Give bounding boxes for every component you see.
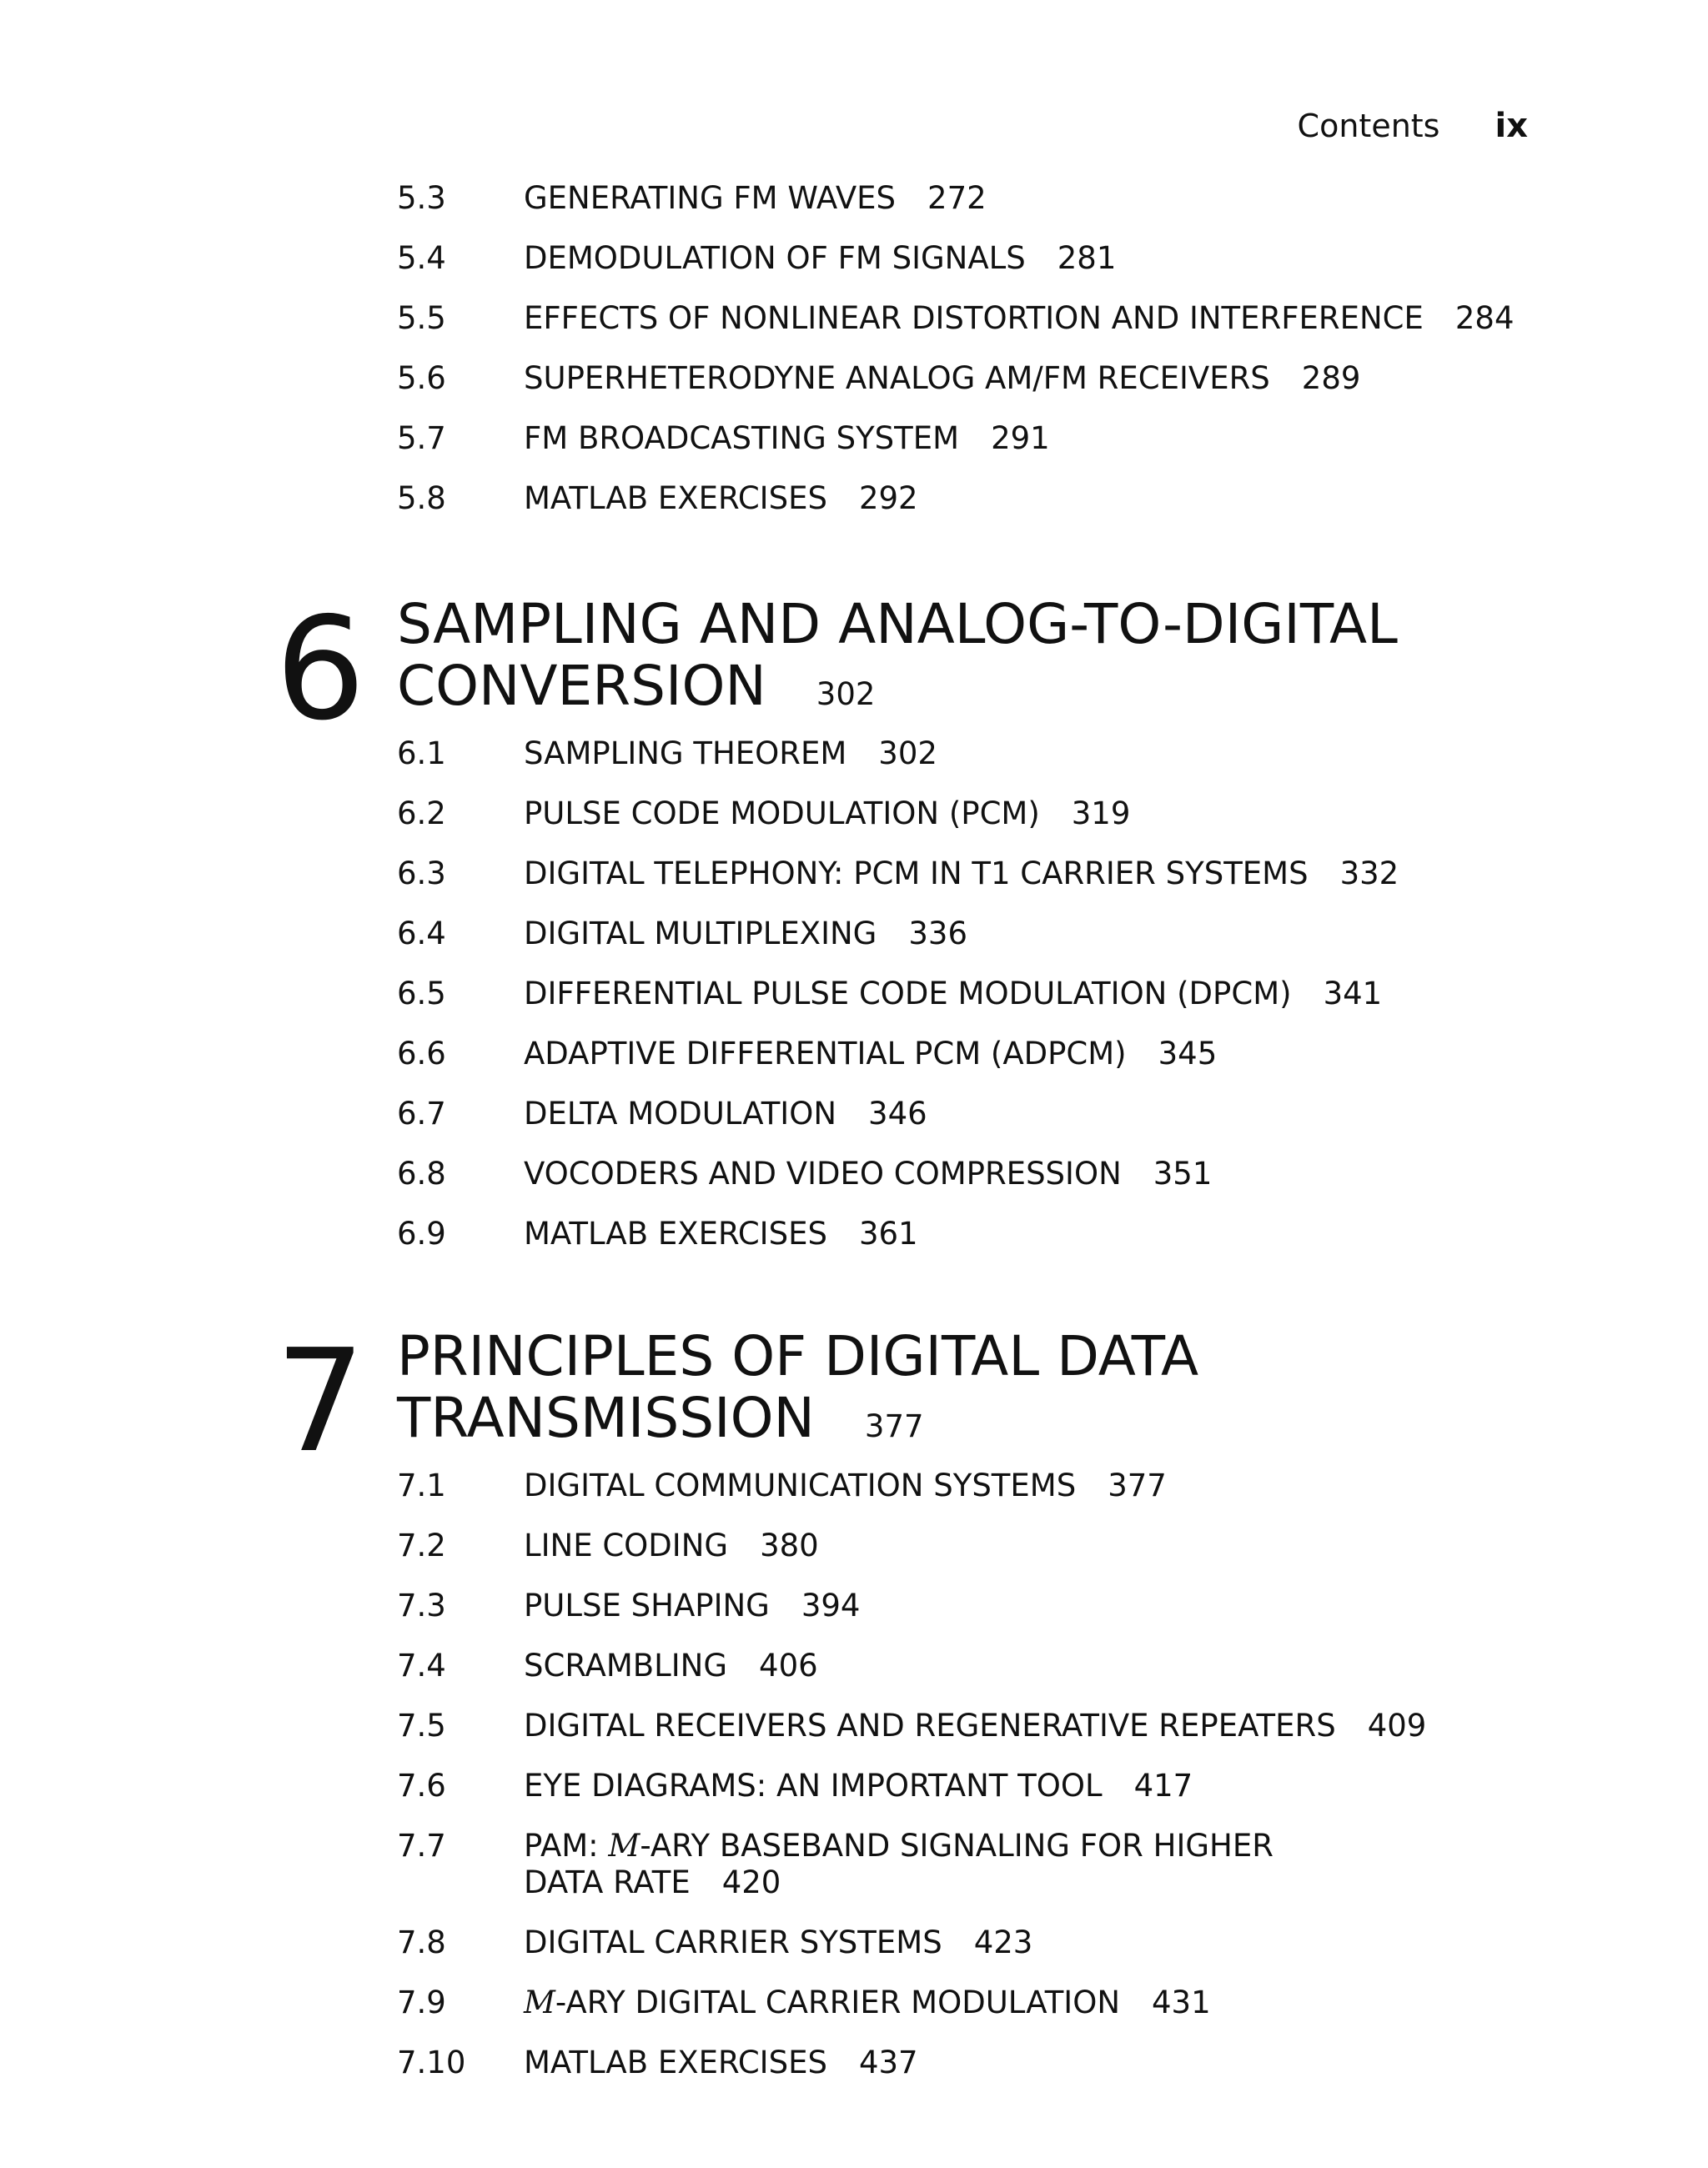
section-title-wrap (524, 420, 1050, 457)
section-title-wrap (524, 480, 918, 517)
section-number: 7.9 (397, 1985, 446, 2020)
section-title: VOCODERS AND VIDEO COMPRESSION (524, 1156, 1122, 1192)
section-title: MATLAB EXERCISES (524, 480, 827, 516)
section-number: 7.2 (397, 1528, 446, 1563)
section-number: 6.7 (397, 1096, 446, 1132)
chapter-title-line2: CONVERSION (397, 654, 766, 718)
section-page: 380 (760, 1528, 819, 1563)
section-number: 6.5 (397, 976, 446, 1011)
section-page: 423 (973, 1925, 1033, 1960)
section-number: 6.1 (397, 735, 446, 771)
section-title-wrap (524, 1468, 1167, 1504)
section-title: DELTA MODULATION (524, 1096, 837, 1132)
section-page: 345 (1158, 1036, 1218, 1071)
section-number: 5.6 (397, 360, 446, 396)
section-number: 7.7 (397, 1828, 446, 1864)
section-title: PULSE CODE MODULATION (PCM) (524, 795, 1040, 831)
section-page: 431 (1152, 1985, 1211, 2020)
section-number: 7.3 (397, 1588, 446, 1623)
section-title-wrap (524, 1708, 1426, 1744)
section-page: 302 (878, 735, 937, 771)
section-title-wrap (524, 1925, 1032, 1961)
section-title: MATLAB EXERCISES (524, 2045, 827, 2080)
chapter-page: 302 (816, 676, 876, 712)
chapter-page: 377 (864, 1408, 924, 1444)
section-title-wrap (524, 735, 937, 772)
section-number: 7.8 (397, 1925, 446, 1960)
chapter-title-line1: PRINCIPLES OF DIGITAL DATA (397, 1324, 1199, 1388)
section-page: 346 (868, 1096, 927, 1132)
section-page: 351 (1153, 1156, 1213, 1192)
section-number: 7.5 (397, 1708, 446, 1744)
section-title: -ARY DIGITAL CARRIER MODULATION (555, 1985, 1121, 2020)
running-head-label: Contents (1297, 108, 1440, 144)
section-title: DIGITAL TELEPHONY: PCM IN T1 CARRIER SYSTEMS (524, 856, 1309, 891)
section-title-wrap (524, 1216, 918, 1252)
section-number: 6.8 (397, 1156, 446, 1192)
section-title: GENERATING FM WAVES (524, 180, 897, 216)
section-title-wrap (524, 1828, 1273, 1864)
section-title-line2: DATA RATE (524, 1864, 691, 1900)
section-title-wrap (524, 300, 1515, 337)
title-prefix: PAM: (524, 1828, 609, 1864)
section-title-wrap (524, 976, 1382, 1012)
section-number: 7.6 (397, 1768, 446, 1804)
section-title: LINE CODING (524, 1528, 729, 1563)
running-head (1298, 107, 1528, 145)
section-title: DIGITAL CARRIER SYSTEMS (524, 1925, 942, 1960)
section-title: DIGITAL RECEIVERS AND REGENERATIVE REPEATERS (524, 1708, 1336, 1744)
section-number: 5.5 (397, 300, 446, 336)
section-number: 7.10 (397, 2045, 466, 2080)
section-title-wrap (524, 1768, 1193, 1804)
section-title-wrap (524, 1036, 1217, 1072)
section-title-wrap (524, 1985, 1211, 2021)
section-title-wrap (524, 856, 1399, 892)
section-page: 409 (1367, 1708, 1427, 1744)
section-title-wrap (524, 916, 967, 952)
section-number: 7.1 (397, 1468, 446, 1503)
section-title: EYE DIAGRAMS: AN IMPORTANT TOOL (524, 1768, 1103, 1804)
section-number: 5.7 (397, 420, 446, 456)
section-page: 394 (801, 1588, 861, 1623)
section-page: 319 (1071, 795, 1131, 831)
section-title-wrap (524, 180, 987, 217)
section-page: 341 (1323, 976, 1383, 1011)
section-number: 6.9 (397, 1216, 446, 1252)
section-number: 5.3 (397, 180, 446, 216)
title-suffix: -ARY BASEBAND SIGNALING FOR HIGHER (640, 1828, 1273, 1864)
section-page: 377 (1108, 1468, 1167, 1503)
section-title-wrap (524, 1156, 1212, 1192)
section-title-wrap (524, 1528, 819, 1564)
section-page: 272 (927, 180, 987, 216)
section-title: DIGITAL COMMUNICATION SYSTEMS (524, 1468, 1077, 1503)
section-title-wrap (524, 2045, 918, 2081)
section-title: FM BROADCASTING SYSTEM (524, 420, 960, 456)
section-title-wrap (524, 1588, 860, 1624)
section-title-line1 (524, 1828, 1273, 1864)
section-number: 5.8 (397, 480, 446, 516)
section-title: SCRAMBLING (524, 1648, 728, 1684)
section-page: 284 (1454, 300, 1515, 336)
section-page: 420 (721, 1864, 781, 1900)
chapter-title-line2: TRANSMISSION (397, 1386, 815, 1450)
section-title: SUPERHETERODYNE ANALOG AM/FM RECEIVERS (524, 360, 1270, 396)
section-title-wrap (524, 240, 1116, 277)
section-title-wrap (524, 795, 1130, 832)
chapter-title-line2-wrap (397, 1388, 924, 1458)
math-m: M (608, 1828, 640, 1864)
section-number: 5.4 (397, 240, 446, 276)
section-number: 6.2 (397, 795, 446, 831)
math-m: M (524, 1985, 555, 2020)
section-title: DIGITAL MULTIPLEXING (524, 916, 877, 951)
section-page: 291 (991, 420, 1050, 456)
chapter-title-line1: SAMPLING AND ANALOG-TO-DIGITAL (397, 592, 1398, 656)
section-title: PULSE SHAPING (524, 1588, 770, 1623)
section-page: 289 (1301, 360, 1361, 396)
chapter-number: 6 (275, 587, 366, 752)
section-title-wrap (524, 1096, 927, 1132)
section-page: 437 (858, 2045, 918, 2080)
section-number: 6.6 (397, 1036, 446, 1071)
section-page: 292 (858, 480, 918, 516)
chapter-title-line2-wrap (397, 655, 875, 725)
section-title: SAMPLING THEOREM (524, 735, 847, 771)
section-page: 336 (908, 916, 967, 951)
section-page: 417 (1133, 1768, 1193, 1804)
section-number: 7.4 (397, 1648, 446, 1684)
section-title: DIFFERENTIAL PULSE CODE MODULATION (DPCM) (524, 976, 1292, 1011)
section-title: DEMODULATION OF FM SIGNALS (524, 240, 1026, 276)
section-page: 361 (858, 1216, 918, 1252)
section-title-wrap (524, 360, 1360, 397)
page-number: ix (1494, 107, 1528, 145)
section-number: 6.4 (397, 916, 446, 951)
section-title-wrap (524, 1648, 818, 1684)
section-page: 406 (759, 1648, 818, 1684)
section-title: MATLAB EXERCISES (524, 1216, 827, 1252)
section-page: 332 (1339, 856, 1399, 891)
section-number: 6.3 (397, 856, 446, 891)
section-title: ADAPTIVE DIFFERENTIAL PCM (ADPCM) (524, 1036, 1127, 1071)
section-title-wrap (524, 1864, 781, 1901)
section-page: 281 (1057, 240, 1117, 276)
section-title: EFFECTS OF NONLINEAR DISTORTION AND INTERFERENCE (524, 300, 1424, 336)
chapter-number: 7 (275, 1319, 366, 1484)
